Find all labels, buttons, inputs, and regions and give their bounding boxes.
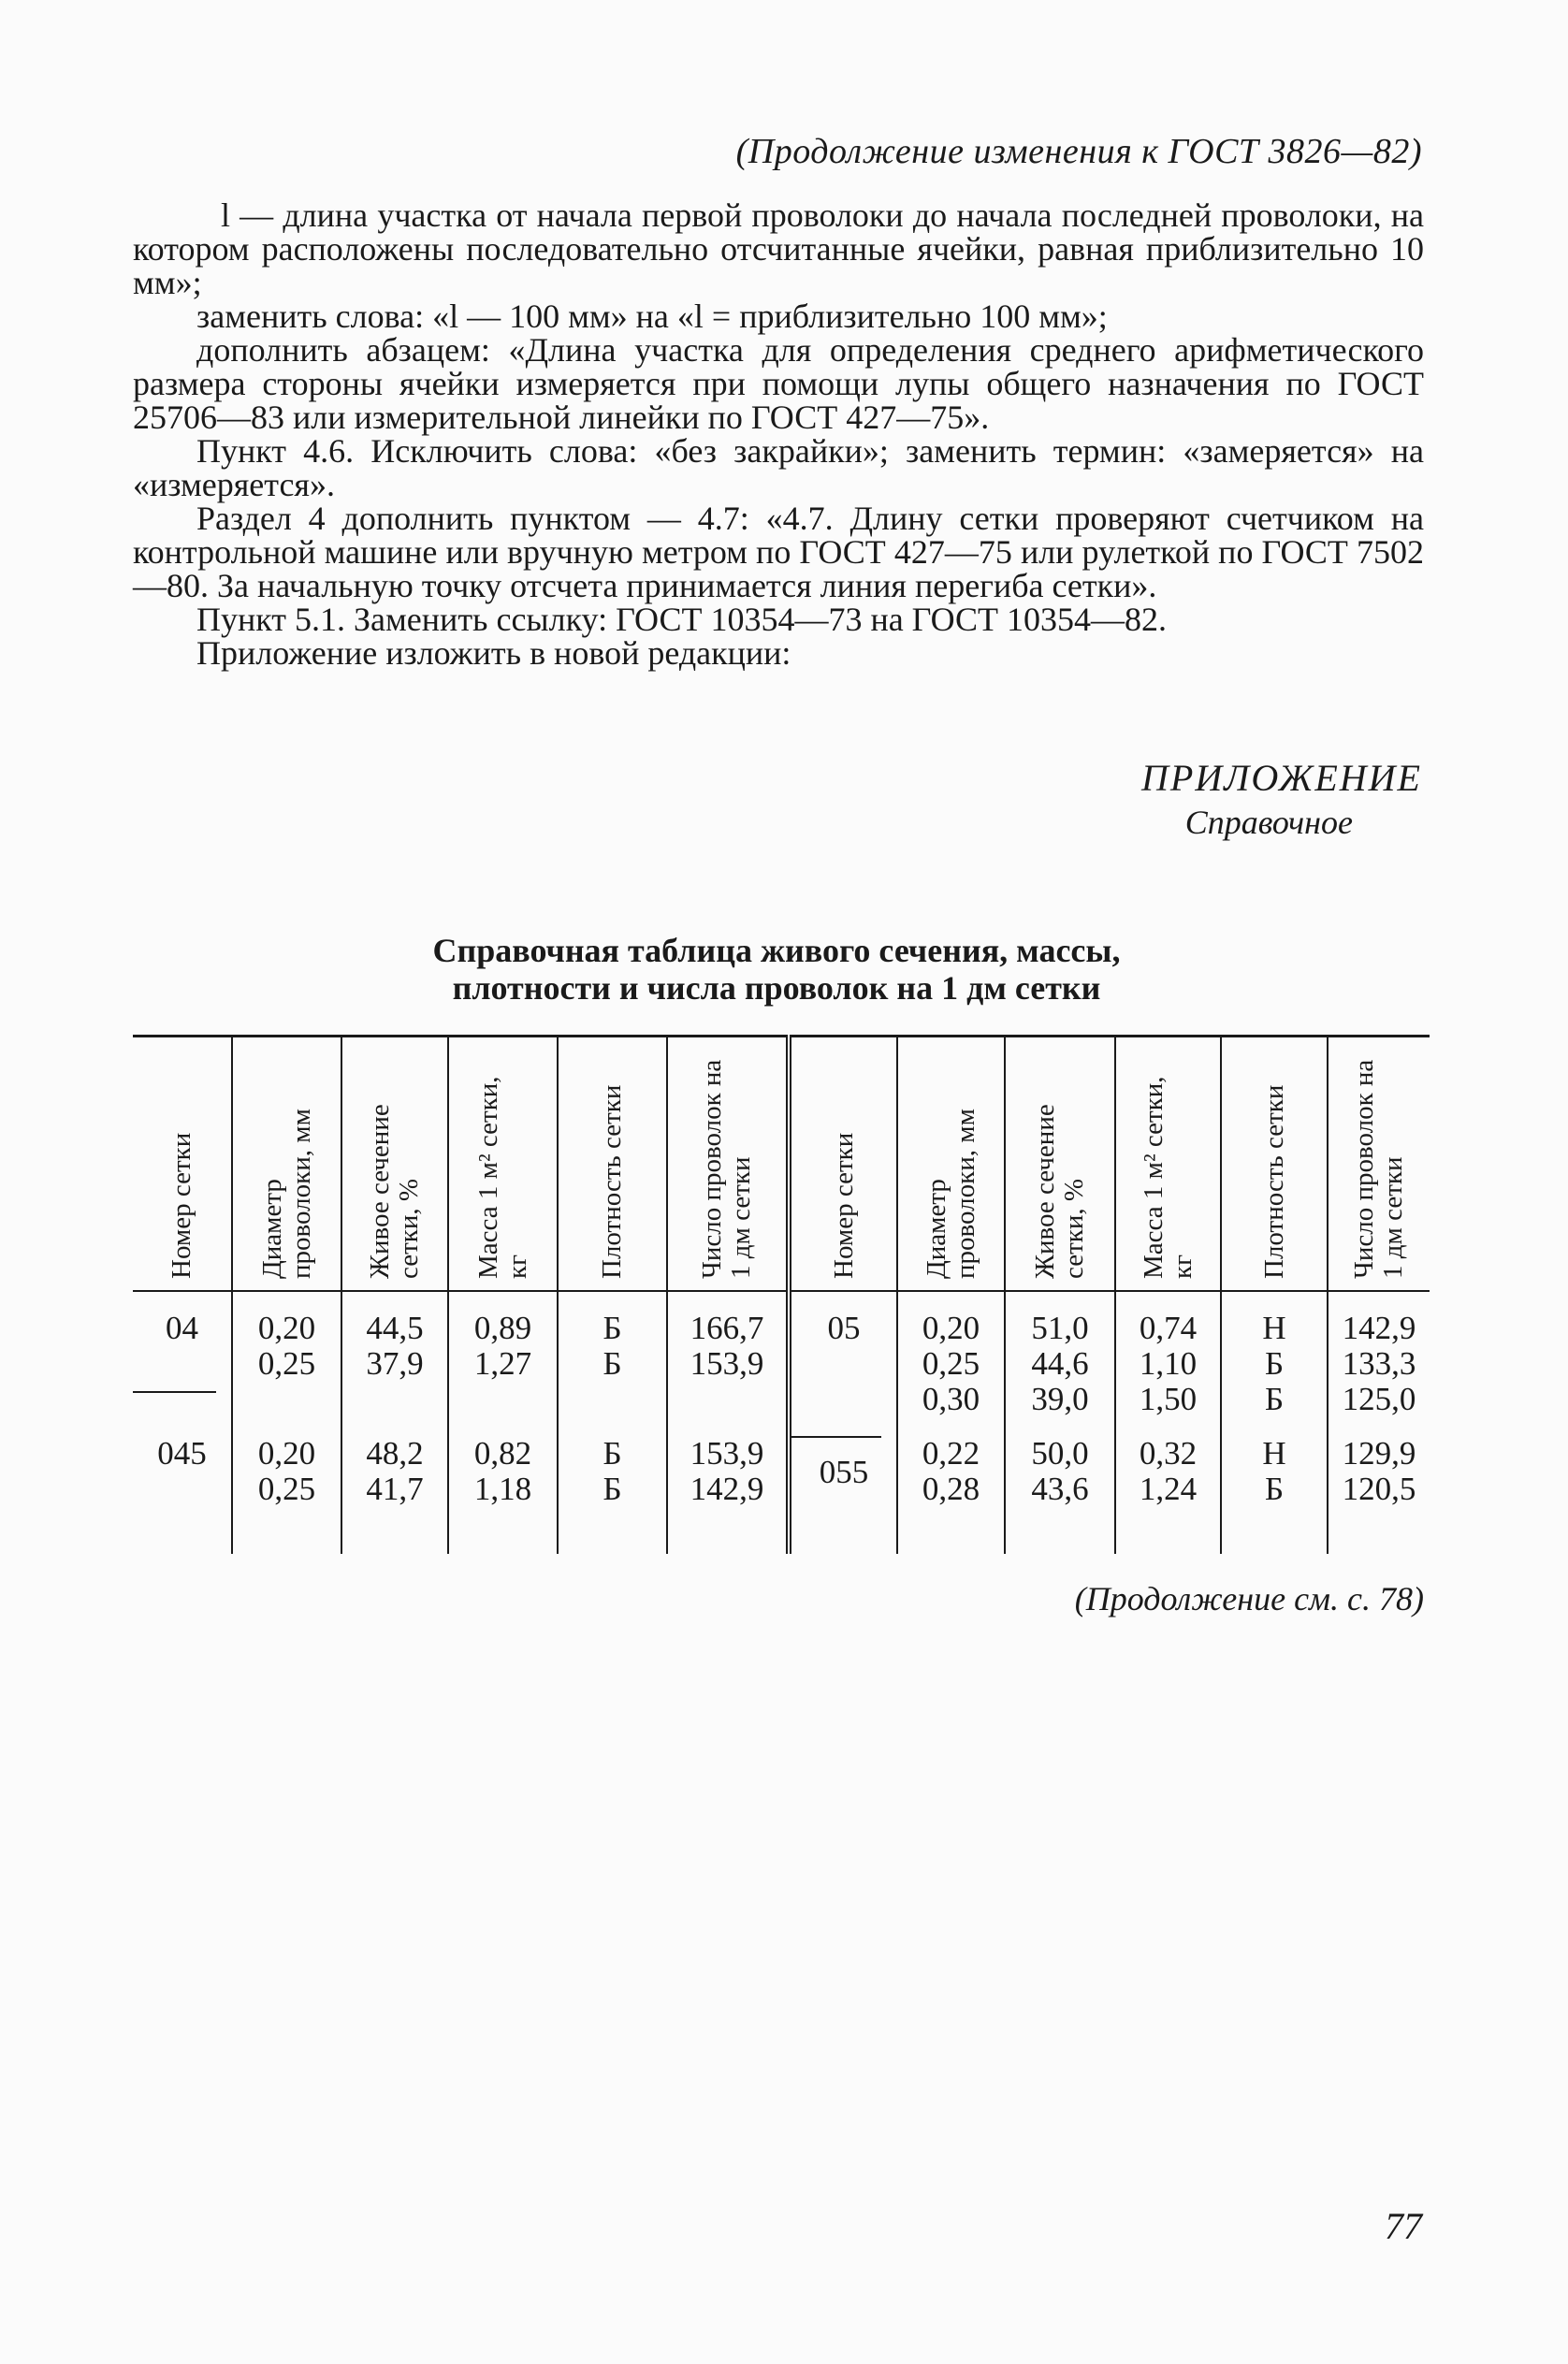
header-mass-right: Масса 1 м² сетки, кг: [1115, 1037, 1221, 1292]
cell-mass: 0,89 1,27: [448, 1291, 558, 1417]
table-title-line-1: Справочная таблица живого сечения, массы,: [432, 932, 1121, 969]
paragraph-2: заменить слова: «l — 100 мм» на «l = приблизительно 100 мм»;: [196, 297, 1108, 335]
row-divider: [791, 1436, 881, 1438]
running-header: (Продолжение изменения к ГОСТ 3826—82): [735, 132, 1422, 171]
continuation-note: (Продолжение см. с. 78): [1074, 1580, 1424, 1617]
cell-wires: 166,7 153,9: [667, 1291, 789, 1417]
cell-mass: 0,74 1,10 1,50: [1115, 1291, 1221, 1417]
paragraph-1: l — длина участка от начала первой проволоки до начала последней проволоки, на котором расположены последовательно отсчитанные ячейки, равная приблизительно 10 мм»;: [133, 196, 1424, 301]
cell-diameter: 0,22 0,28: [897, 1417, 1005, 1554]
cell-section: 50,0 43,6: [1005, 1417, 1115, 1554]
page-number: 77: [1385, 2205, 1422, 2247]
header-diameter-left: Диаметр проволоки, мм: [232, 1037, 341, 1292]
paragraph-3: дополнить абзацем: «Длина участка для определения среднего арифметического размера стороны ячейки измеряется при помощи лупы общего назначения по ГОСТ 25706—83 или измерительной линейки по ГОСТ 427—75».: [133, 331, 1424, 436]
cell-diameter: 0,20 0,25 0,30: [897, 1291, 1005, 1417]
header-number-right: Номер сетки: [789, 1037, 897, 1292]
cell-wires: 142,9 133,3 125,0: [1328, 1291, 1430, 1417]
cell-mass: 0,32 1,24: [1115, 1417, 1221, 1554]
cell-diameter: 0,20 0,25: [232, 1417, 341, 1554]
cell-section: 51,0 44,6 39,0: [1005, 1291, 1115, 1417]
cell-density: Б Б: [558, 1291, 667, 1417]
table-row: [133, 1417, 1430, 1554]
cell-number: 04: [133, 1291, 232, 1417]
cell-number: 05: [789, 1291, 897, 1417]
header-diameter-right: Диаметр проволоки, мм: [897, 1037, 1005, 1292]
table-title-line-2: плотности и числа проволок на 1 дм сетки: [452, 969, 1101, 1007]
appendix-title: ПРИЛОЖЕНИЕ: [1141, 757, 1422, 799]
cell-number: 055: [789, 1417, 897, 1554]
paragraph-7: Приложение изложить в новой редакции:: [196, 634, 791, 672]
cell-density: Н Б Б: [1221, 1291, 1328, 1417]
row-divider: [133, 1391, 216, 1393]
cell-density: Н Б: [1221, 1417, 1328, 1554]
header-number-left: Номер сетки: [133, 1037, 232, 1292]
header-density-left: Плотность сетки: [558, 1037, 667, 1292]
header-mass-left: Масса 1 м² сетки, кг: [448, 1037, 558, 1292]
amendment-text: [133, 198, 1424, 670]
header-wires-right: Число проволок на 1 дм сетки: [1328, 1037, 1430, 1292]
paragraph-4: Пункт 4.6. Исключить слова: «без закрайки»; заменить термин: «замеряется» на «измеряется».: [133, 432, 1424, 503]
header-wires-left: Число проволок на 1 дм сетки: [667, 1037, 789, 1292]
cell-density: Б Б: [558, 1417, 667, 1554]
paragraph-6: Пункт 5.1. Заменить ссылку: ГОСТ 10354—73 на ГОСТ 10354—82.: [196, 601, 1168, 638]
cell-number: 045: [157, 1435, 207, 1472]
cell-wires: 129,9 120,5: [1328, 1417, 1430, 1554]
cell-section: 44,5 37,9: [341, 1291, 448, 1417]
header-section-right: Живое сечение сетки, %: [1005, 1037, 1115, 1292]
reference-table-wrapper: [133, 1035, 1430, 1554]
reference-table: [133, 1035, 1430, 1554]
header-density-right: Плотность сетки: [1221, 1037, 1328, 1292]
header-section-left: Живое сечение сетки, %: [341, 1037, 448, 1292]
paragraph-5: Раздел 4 дополнить пунктом — 4.7: «4.7. Длину сетки проверяют счетчиком на контрольной машине или вручную метром по ГОСТ 427—75 или рулеткой по ГОСТ 7502—80. За начальную точку отсчета принимается линия перегиба сетки».: [133, 500, 1424, 604]
cell-diameter: 0,20 0,25: [232, 1291, 341, 1417]
cell-mass: 0,82 1,18: [448, 1417, 558, 1554]
cell-wires: 153,9 142,9: [667, 1417, 789, 1554]
cell-section: 48,2 41,7: [341, 1417, 448, 1554]
table-header-row: [133, 1037, 1430, 1292]
table-row: [133, 1291, 1430, 1417]
appendix-subtitle: Справочное: [1184, 804, 1353, 841]
table-title: [281, 932, 1272, 1007]
